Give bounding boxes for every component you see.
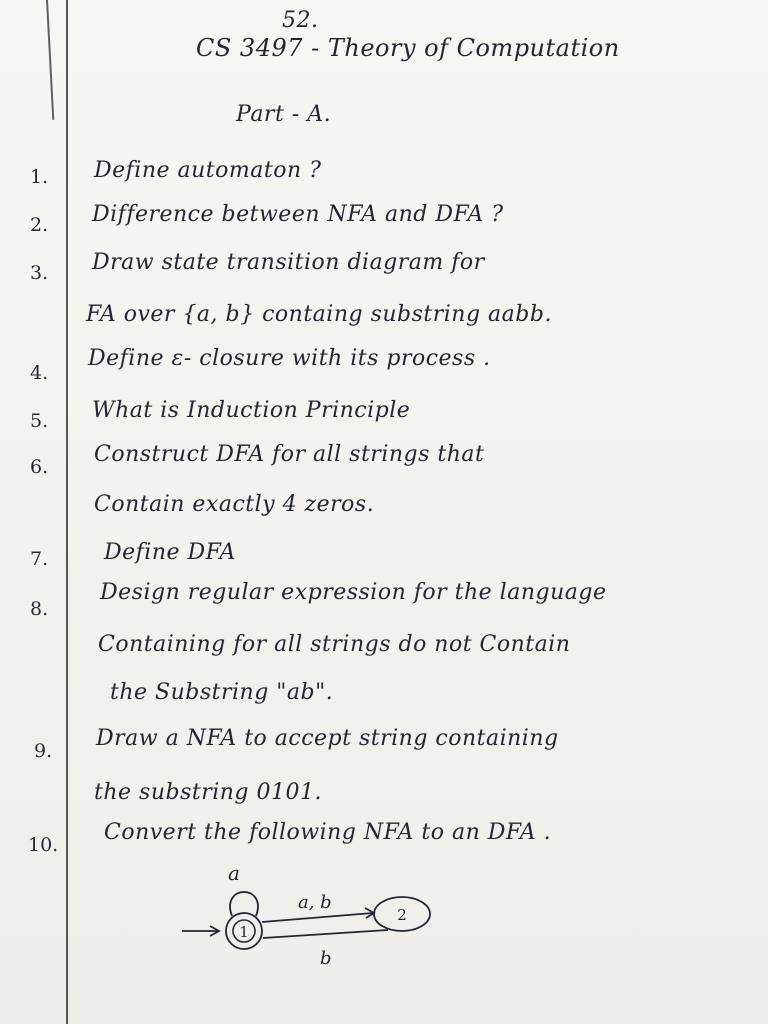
self-loop-label: a <box>228 861 240 885</box>
question-number: 7. <box>30 548 49 570</box>
margin-line <box>66 0 68 1024</box>
question-text: Draw a NFA to accept string containing <box>96 726 559 751</box>
question-number: 8. <box>30 598 49 620</box>
nfa-diagram <box>170 860 470 970</box>
question-text: Define ε- closure with its process . <box>88 346 491 371</box>
question-text: FA over {a, b} containg substring aabb. <box>86 302 552 327</box>
question-number: 3. <box>30 262 49 284</box>
question-text: Design regular expression for the language <box>100 580 607 605</box>
question-number: 2. <box>30 214 49 236</box>
question-text: Convert the following NFA to an DFA . <box>104 820 552 845</box>
question-text: Construct DFA for all strings that <box>94 442 485 467</box>
question-text: What is Induction Principle <box>92 398 411 423</box>
question-number: 5. <box>30 410 49 432</box>
question-text: Define DFA <box>104 540 236 565</box>
state-1-label: 1 <box>239 923 249 941</box>
question-number: 9. <box>34 740 53 762</box>
page-number: 52. <box>282 8 319 33</box>
question-text: Difference between NFA and DFA ? <box>92 202 504 227</box>
question-number: 4. <box>30 362 49 384</box>
question-number: 10. <box>28 834 59 856</box>
page-title: CS 3497 - Theory of Computation <box>196 34 620 62</box>
question-text: the Substring "ab". <box>110 680 334 705</box>
state-2-label: 2 <box>397 906 407 924</box>
question-number: 6. <box>30 456 49 478</box>
question-number: 1. <box>30 166 49 188</box>
backward-arrow <box>263 930 388 938</box>
question-text: Draw state transition diagram for <box>92 250 485 275</box>
forward-arrow <box>262 913 373 922</box>
question-text: Containing for all strings do not Contain <box>98 632 571 657</box>
question-text: the substring 0101. <box>94 780 322 805</box>
forward-label: a, b <box>298 892 332 913</box>
part-heading: Part - A. <box>236 102 332 127</box>
question-text: Contain exactly 4 zeros. <box>94 492 375 517</box>
question-text: Define automaton ? <box>94 158 322 183</box>
backward-label: b <box>320 948 332 969</box>
margin-line-top <box>46 0 54 120</box>
